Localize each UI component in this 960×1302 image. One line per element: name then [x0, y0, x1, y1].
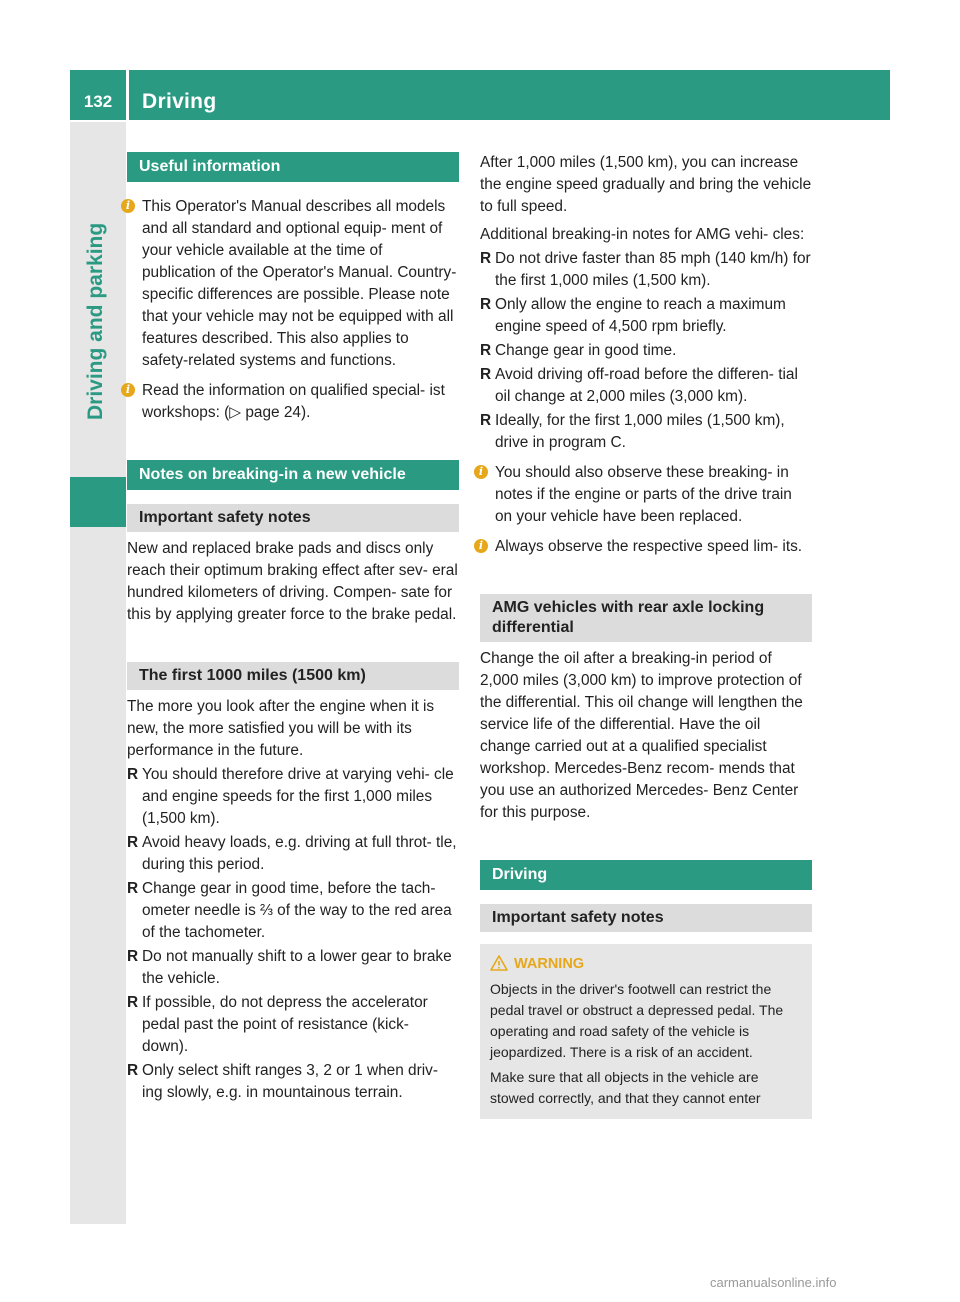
list-item: R Do not manually shift to a lower gear to brake the vehicle. [127, 948, 452, 987]
page-title: Driving [142, 90, 217, 113]
right-column [480, 152, 812, 1119]
left-column [127, 152, 459, 1104]
after-text: After 1,000 miles (1,500 km), you can increase the engine speed gradually and bring the vehicle to full speed. [480, 154, 812, 215]
info-note [480, 536, 812, 558]
warning-text: Objects in the driver's footwell can restrict the pedal travel or obstruct a depressed pedal. The operating and road safety of the vehicle is jeopardized. There is a risk of an accident. [490, 981, 784, 1060]
info-icon: i [474, 539, 488, 553]
driving-safety-heading: Important safety notes [480, 904, 812, 932]
page-number: 132 [83, 92, 113, 111]
list-item: R Only allow the engine to reach a maximum engine speed of 4,500 rpm briefly. [480, 296, 786, 335]
header-separator [126, 70, 129, 120]
safety-text: New and replaced brake pads and discs only reach their optimum braking effect after sev- eral hundred kilometers of driving. Compen- sate for this by applying greater force to the brake pedal. [127, 540, 458, 623]
info-text: You should also observe these breaking- in notes if the engine or parts of the drive train on your vehicle have been replaced. [495, 464, 792, 525]
list-item: R Change gear in good time, before the tach- ometer needle is ⅔ of the way to the red area of the tachometer. [127, 880, 452, 941]
list-item: R If possible, do not depress the accelerator pedal past the point of resistance (kick- down). [127, 994, 428, 1055]
amg-heading: AMG vehicles with rear axle locking differential [480, 594, 812, 642]
useful-info-heading: Useful information [127, 152, 459, 182]
info-icon: i [121, 383, 135, 397]
warning-title: WARNING [490, 954, 802, 975]
amg-notes-list [480, 248, 812, 454]
warning-box [480, 944, 812, 1119]
list-item: R Do not drive faster than 85 mph (140 km/h) for the first 1,000 miles (1,500 km). [480, 250, 811, 289]
list-item: R Ideally, for the first 1,000 miles (1,500 km), drive in program C. [480, 412, 785, 451]
amg-notes-text: Additional breaking-in notes for AMG vehi- cles: [480, 226, 805, 243]
list-item: R You should therefore drive at varying vehi- cle and engine speeds for the first 1,000 miles (1,500 km). [127, 766, 454, 827]
first-miles-list [127, 764, 459, 1104]
info-note [127, 196, 459, 372]
list-item: R Avoid heavy loads, e.g. driving at full throt- tle, during this period. [127, 834, 457, 873]
info-icon: i [474, 465, 488, 479]
first-miles-heading: The first 1000 miles (1500 km) [127, 662, 459, 690]
list-item: R Change gear in good time. [480, 342, 677, 359]
info-text: Always observe the respective speed lim- its. [495, 538, 803, 555]
warning-icon [490, 955, 508, 971]
safety-heading: Important safety notes [127, 504, 459, 532]
side-tab-label: Driving and parking [84, 222, 107, 420]
driving-heading: Driving [480, 860, 812, 890]
amg-text: Change the oil after a breaking-in period of 2,000 miles (3,000 km) to improve protection of the differential. This oil change will lengthen the service life of the differential. Have the oil change carried out at a qualified specialist workshop. Mercedes-Benz recom- mends that you use an authorized Mercedes- Benz Center for this purpose. [480, 650, 803, 821]
info-note [480, 462, 812, 528]
info-text: Read the information on qualified special- ist workshops: (▷ page 24). [142, 382, 445, 421]
side-tab-marker [70, 477, 126, 527]
list-item: R Avoid driving off-road before the differen- tial oil change at 2,000 miles (3,000 km). [480, 366, 798, 405]
breaking-in-heading: Notes on breaking-in a new vehicle [127, 460, 459, 490]
info-icon: i [121, 199, 135, 213]
warning-text: Make sure that all objects in the vehicle are stowed correctly, and that they cannot enter [490, 1069, 761, 1106]
info-note [127, 380, 459, 424]
first-miles-text: The more you look after the engine when it is new, the more satisfied you will be with its performance in the future. [127, 698, 435, 759]
side-tab-label-wrap [68, 160, 128, 420]
watermark: carmanualsonline.info [710, 1275, 837, 1290]
list-item: R Only select shift ranges 3, 2 or 1 when driv- ing slowly, e.g. in mountainous terrain. [127, 1062, 438, 1101]
info-text: This Operator's Manual describes all models and all standard and optional equip- ment of your vehicle available at the time of publication of the Operator's Manual. Country-specific differences are possible. Please note that your vehicle may not be equipped with all features described. This also applies to safety-related systems and functions. [142, 198, 457, 369]
